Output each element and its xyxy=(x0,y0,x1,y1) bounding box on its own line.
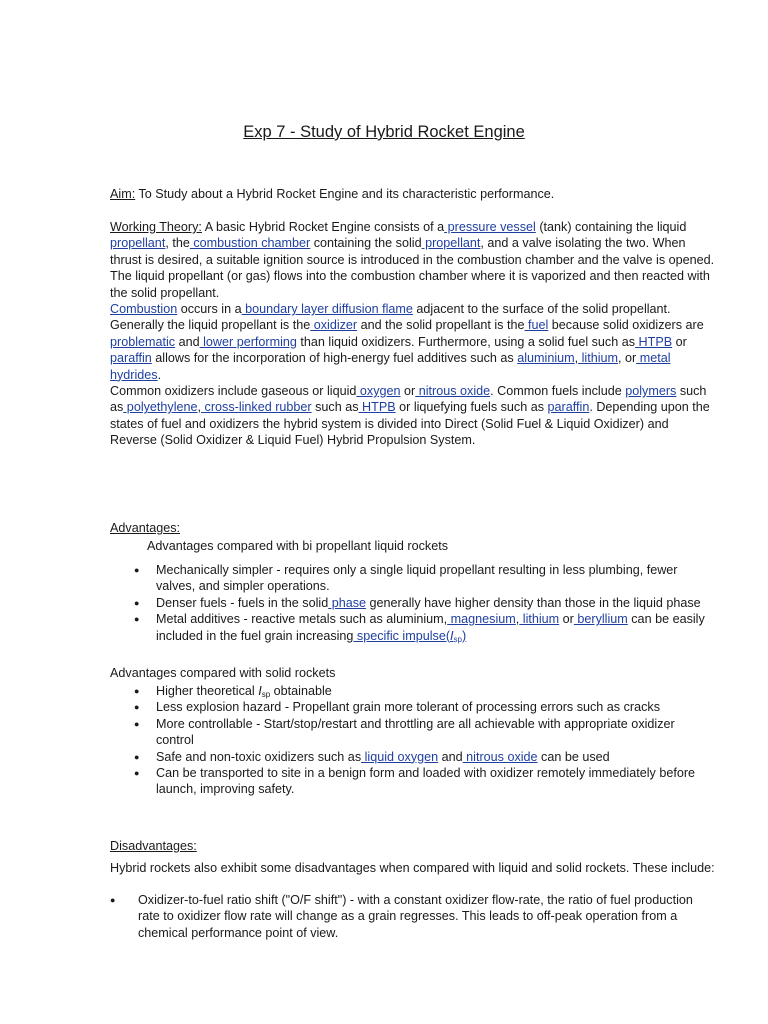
list-item-text: More controllable - Start/stop/restart and throttling are all achievable with appropriate oxidizer control xyxy=(156,716,675,748)
list-item-text: Can be transported to site in a benign form and loaded with oxidizer remotely immediately before launch, improving safety. xyxy=(156,766,696,797)
text-run: such as xyxy=(110,384,707,415)
working-theory-paragraph xyxy=(110,219,715,449)
link-propellant[interactable]: propellant xyxy=(110,236,166,251)
link-htpb[interactable]: HTPB xyxy=(358,400,396,415)
text-run: . Depending upon the states of fuel and oxidizers the hybrid system is divided into Direct (Solid Fuel & Liquid Oxidizer) and Reverse (Solid Oxidizer & Liquid Fuel) Hybrid Propulsion System. xyxy=(110,400,710,448)
text-run: (tank) containing the liquid xyxy=(535,220,687,234)
list-item xyxy=(110,595,715,611)
link-propellant[interactable]: propellant xyxy=(421,236,481,251)
link-combustion-chamber[interactable]: combustion chamber xyxy=(189,236,311,251)
text-run: or xyxy=(559,612,574,627)
link-liquid-oxygen[interactable]: liquid oxygen xyxy=(361,749,439,764)
list-item xyxy=(110,716,715,749)
text-run: Generally the liquid propellant is the xyxy=(110,318,311,333)
text-run: , the xyxy=(165,236,190,251)
text-run: Higher theoretical xyxy=(156,684,259,698)
list-item-text: Oxidizer-to-fuel ratio shift ("O/F shift") - with a constant oxidizer flow-rate, the ratio of fuel production rate to oxidizer flow rate will change as a grain regresses. This leads to off-peak operation from a chemical performance point of view. xyxy=(138,893,693,940)
link-boundary-layer-diffusion-flame[interactable]: boundary layer diffusion flame xyxy=(241,302,413,317)
text-run: and xyxy=(175,334,200,349)
text-run: Denser fuels - fuels in the solid xyxy=(156,595,329,610)
list-item xyxy=(110,765,715,798)
text-run: generally have higher density than those in the liquid phase xyxy=(366,595,701,610)
text-run: or xyxy=(400,384,416,399)
advantages-bi-propellant-heading: Advantages compared with bi propellant liquid rockets xyxy=(147,539,449,553)
text-run: . xyxy=(157,367,162,382)
list-item xyxy=(110,611,715,644)
page-title: Exp 7 - Study of Hybrid Rocket Engine xyxy=(243,123,525,141)
text-run: Common oxidizers include gaseous or liquid xyxy=(110,384,357,399)
isp-symbol: I xyxy=(258,684,262,698)
text-run: and xyxy=(438,749,463,764)
link-htpb[interactable]: HTPB xyxy=(635,334,673,349)
aim-paragraph xyxy=(110,186,715,202)
isp-subscript: sp xyxy=(261,690,271,699)
link-oxygen[interactable]: oxygen xyxy=(356,384,401,399)
link-polyethylene[interactable]: polyethylene xyxy=(123,400,198,415)
list-item xyxy=(110,562,715,595)
list-item xyxy=(110,892,715,941)
link-beryllium[interactable]: beryllium xyxy=(573,612,628,627)
link-pressure-vessel[interactable]: pressure vessel xyxy=(444,220,536,234)
link-fuel[interactable]: fuel xyxy=(524,318,549,333)
advantages-label: Advantages: xyxy=(110,521,181,535)
text-run: A basic Hybrid Rocket Engine consists of a xyxy=(201,220,445,234)
link-paraffin[interactable]: paraffin xyxy=(110,351,152,366)
advantages-solid-list xyxy=(110,683,715,798)
list-item-text: Less explosion hazard - Propellant grain more tolerant of processing errors such as cracks xyxy=(156,700,660,715)
link-cross-linked-rubber[interactable]: cross-linked rubber xyxy=(201,400,312,415)
list-item xyxy=(110,749,715,765)
text-run: ) xyxy=(461,628,467,643)
link-lower-performing[interactable]: lower performing xyxy=(199,334,297,349)
link-problematic[interactable]: problematic xyxy=(110,334,176,349)
link-nitrous-oxide[interactable]: nitrous oxide xyxy=(462,749,538,764)
disadvantages-list xyxy=(110,892,715,941)
advantages-solid-heading: Advantages compared with solid rockets xyxy=(110,666,336,680)
link-metal-hydrides[interactable]: metal hydrides xyxy=(110,351,671,382)
working-theory-label: Working Theory: xyxy=(110,220,202,234)
text-run: and the solid propellant is the xyxy=(357,318,525,333)
link-combustion[interactable]: Combustion xyxy=(110,302,178,317)
link-oxidizer[interactable]: oxidizer xyxy=(310,318,358,333)
disadvantages-intro: Hybrid rockets also exhibit some disadvantages when compared with liquid and solid rockets. These include: xyxy=(110,861,715,875)
text-run: , xyxy=(574,351,579,366)
text-run: can be easily included in the fuel grain increasing xyxy=(156,612,705,643)
link-nitrous-oxide[interactable]: nitrous oxide xyxy=(415,384,491,399)
link-polymers[interactable]: polymers xyxy=(625,384,677,399)
text-run: Safe and non-toxic oxidizers such as xyxy=(156,749,362,764)
aim-text: To Study about a Hybrid Rocket Engine and its characteristic performance. xyxy=(135,187,555,201)
text-run: , xyxy=(197,400,202,415)
text-run: can be used xyxy=(537,749,610,764)
link-paraffin[interactable]: paraffin xyxy=(547,400,590,415)
isp-subscript: sp xyxy=(453,634,462,644)
advantages-heading xyxy=(110,520,715,536)
text-run: obtainable xyxy=(270,684,332,698)
text-run: specific impulse( xyxy=(353,628,451,643)
text-run: or liquefying fuels such as xyxy=(395,400,545,415)
link-magnesium[interactable]: magnesium xyxy=(447,612,516,627)
text-run: occurs in a xyxy=(177,302,242,317)
advantages-bi-propellant-list xyxy=(110,562,715,644)
text-run: containing the solid xyxy=(310,236,422,251)
text-run: , or xyxy=(618,351,637,366)
text-run: Metal additives - reactive metals such as aluminium, xyxy=(156,612,448,627)
text-run: than liquid oxidizers. Furthermore, using a solid fuel such as xyxy=(296,334,636,349)
list-item xyxy=(110,699,715,715)
link-phase[interactable]: phase xyxy=(328,595,367,610)
link-lithium[interactable]: lithium xyxy=(578,351,619,366)
text-run: because solid oxidizers are xyxy=(548,318,704,333)
text-run: adjacent to the surface of the solid propellant. xyxy=(412,302,671,317)
text-run: , xyxy=(515,612,520,627)
aim-label: Aim: xyxy=(110,187,136,201)
list-item-text: Mechanically simpler - requires only a single liquid propellant resulting in less plumbing, fewer valves, and simpler operations. xyxy=(156,563,678,594)
link-lithium[interactable]: lithium xyxy=(519,612,560,627)
text-run: . Common fuels include xyxy=(490,384,622,399)
link-aluminium[interactable]: aluminium xyxy=(517,351,575,366)
text-run: or xyxy=(672,334,687,349)
text-run: such as xyxy=(311,400,359,415)
disadvantages-heading xyxy=(110,838,715,854)
isp-symbol: I xyxy=(450,628,454,643)
text-run: , and a valve isolating the two. When thrust is desired, a suitable ignition source is introduced in the combustion chamber and the valve is opened. The liquid propellant (or gas) flows into the combustion chamber where it is vaporized and then reacted with the solid propellant. xyxy=(110,236,715,300)
list-item xyxy=(110,683,715,699)
disadvantages-label: Disadvantages: xyxy=(110,839,197,853)
text-run: allows for the incorporation of high-energy fuel additives such as xyxy=(151,351,514,366)
link-specific-impulse[interactable] xyxy=(353,629,466,643)
